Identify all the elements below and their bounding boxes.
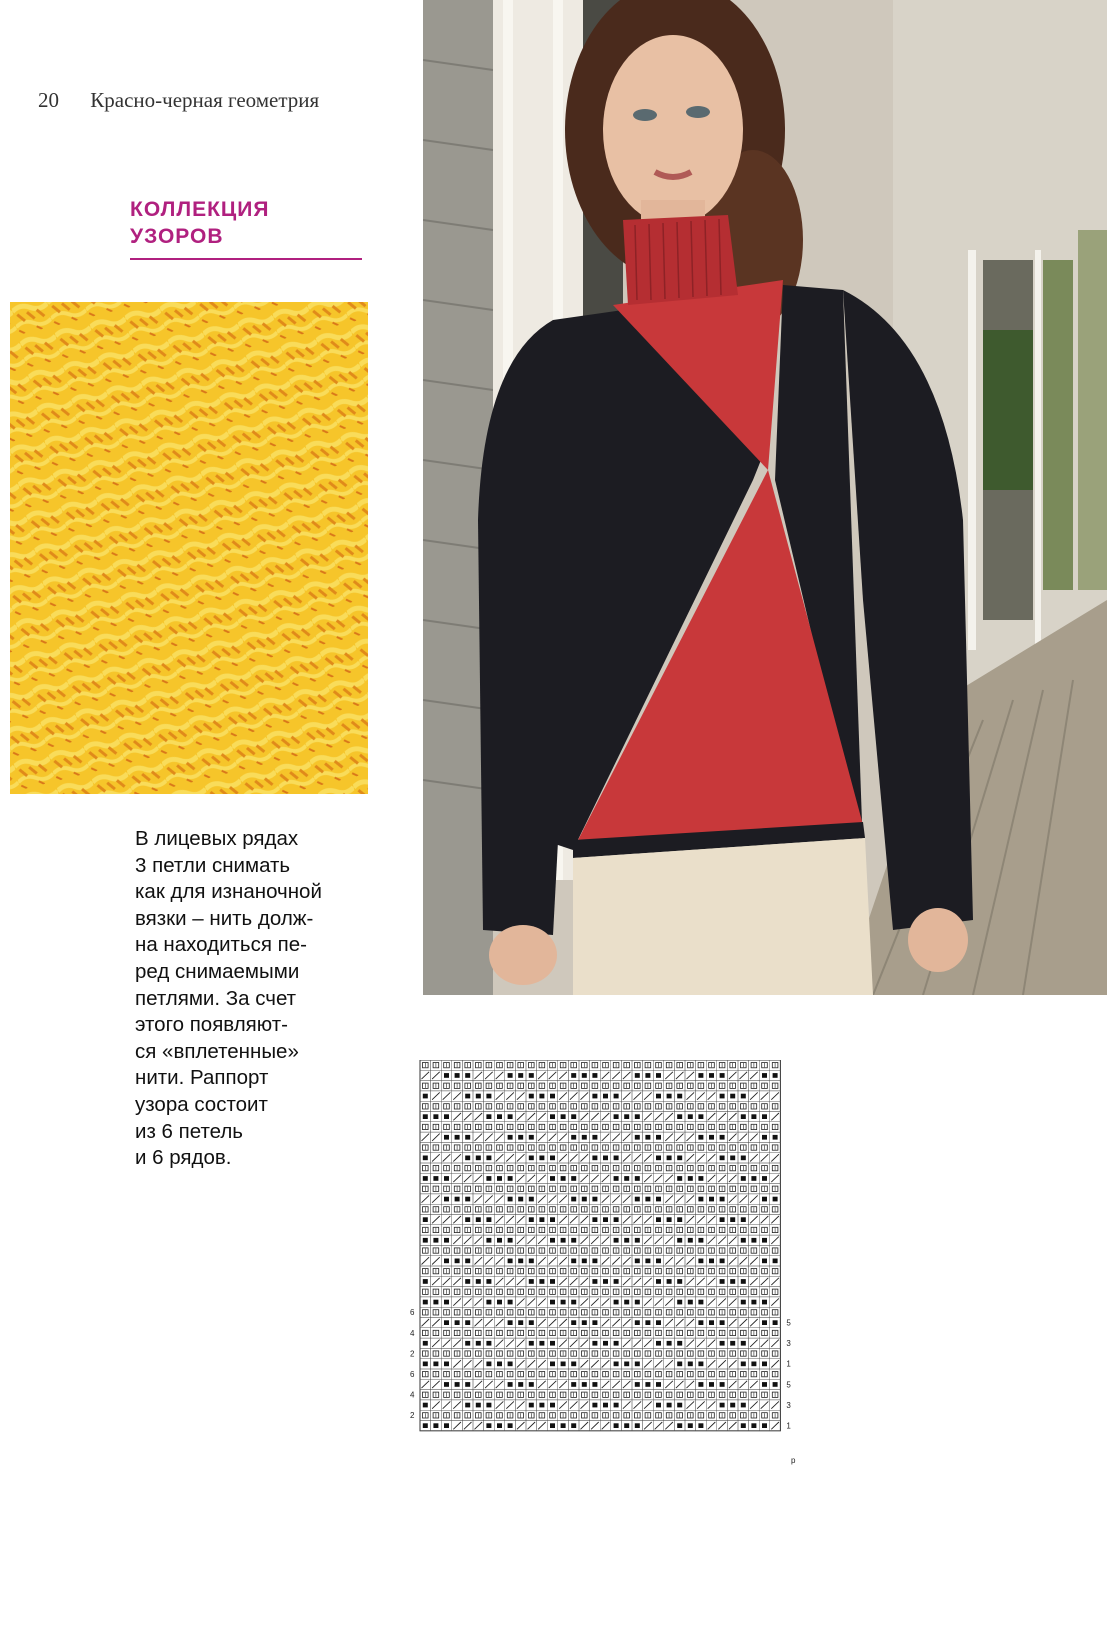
description-line: вязки – нить долж- xyxy=(135,906,314,930)
section-title-line2: УЗОРОВ xyxy=(130,225,224,248)
chart-row-label-left: 2 xyxy=(410,1349,415,1359)
chart-row-label-right: 5 xyxy=(786,1380,791,1390)
knitting-chart xyxy=(408,1060,828,1470)
section-title-line1: КОЛЛЕКЦИЯ xyxy=(130,198,270,221)
page-header xyxy=(38,88,319,113)
description-line: из 6 петель xyxy=(135,1119,243,1143)
pattern-description xyxy=(135,826,322,1172)
chart-row-label-left: 4 xyxy=(410,1328,415,1338)
description-line: нити. Раппорт xyxy=(135,1066,269,1090)
chart-row-label-right: 1 xyxy=(786,1421,791,1431)
description-line: В лицевых рядах xyxy=(135,827,299,850)
description-line: узора состоит xyxy=(135,1092,268,1116)
chart-row-label-right: 5 xyxy=(786,1318,791,1328)
knitting-chart-grid xyxy=(408,1060,828,1470)
section-divider xyxy=(130,258,362,260)
description-line: на находиться пе- xyxy=(135,933,307,957)
chapter-title: Красно-черная геометрия xyxy=(90,88,320,112)
description-line: ся «вплетенные» xyxy=(135,1039,299,1063)
description-line: 3 петли снимать xyxy=(135,853,291,877)
chart-row-label-right: 3 xyxy=(786,1400,791,1410)
chart-row-label-left: 2 xyxy=(410,1411,415,1421)
chart-row-label-left: 6 xyxy=(410,1308,415,1318)
chart-corner-label: р xyxy=(791,1456,796,1465)
description-line: и 6 рядов. xyxy=(135,1146,232,1170)
chart-row-label-right: 1 xyxy=(786,1359,791,1369)
chart-row-label-left: 4 xyxy=(410,1390,415,1400)
section-title xyxy=(130,196,269,250)
page-number: 20 xyxy=(38,88,59,112)
description-line: ред снимаемыми xyxy=(135,959,300,983)
chart-row-label-left: 6 xyxy=(410,1370,415,1379)
description-line: как для изнаночной xyxy=(135,880,322,904)
knit-swatch-image xyxy=(10,302,368,794)
description-line: этого появляют- xyxy=(135,1013,288,1037)
model-photo xyxy=(423,0,1107,995)
description-line: петлями. За счет xyxy=(135,986,297,1010)
chart-row-label-right: 3 xyxy=(786,1339,791,1349)
